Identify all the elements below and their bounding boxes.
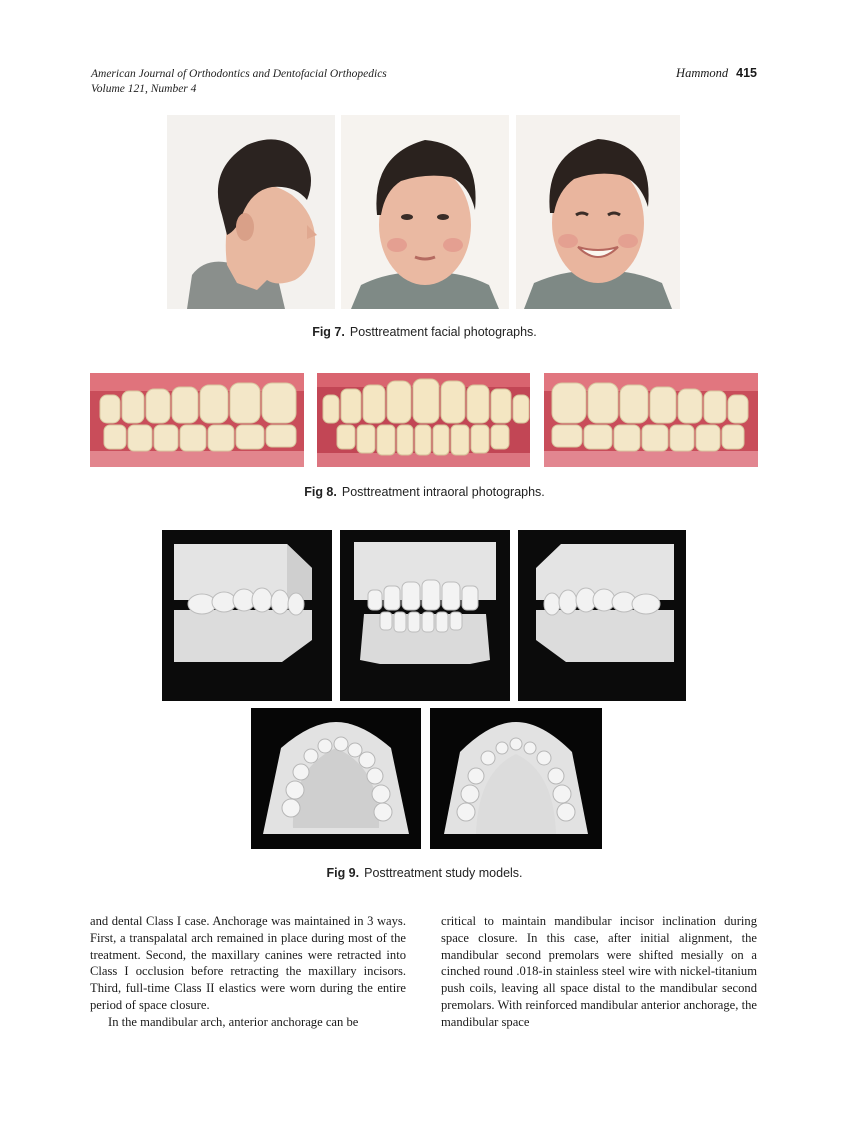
facial-photo-smile bbox=[516, 115, 680, 309]
running-header-right bbox=[676, 66, 757, 81]
facial-photo-profile bbox=[167, 115, 335, 309]
journal-volume: Volume 121, Number 4 bbox=[91, 83, 197, 95]
study-model-left bbox=[518, 530, 686, 701]
study-model-maxillary-occlusal bbox=[251, 708, 421, 849]
fig9-caption bbox=[0, 866, 849, 880]
running-header-left bbox=[91, 67, 387, 97]
study-model-mandibular-occlusal bbox=[430, 708, 602, 849]
body-column-right bbox=[441, 913, 757, 1031]
fig8-text: Posttreatment intraoral photographs. bbox=[341, 485, 545, 499]
study-model-frontal bbox=[340, 530, 510, 701]
intraoral-photo-frontal bbox=[317, 373, 530, 467]
study-model-right bbox=[162, 530, 332, 701]
fig9-label: Fig 9. bbox=[326, 866, 360, 880]
intraoral-photo-left bbox=[544, 373, 758, 467]
journal-title: American Journal of Orthodontics and Dentofacial Orthopedics bbox=[91, 68, 387, 80]
fig8-label: Fig 8. bbox=[304, 485, 337, 499]
body-column-left bbox=[90, 913, 406, 1031]
fig8-caption bbox=[0, 485, 849, 499]
fig7-caption bbox=[0, 325, 849, 339]
fig7-text: Posttreatment facial photographs. bbox=[349, 325, 537, 339]
body-paragraph: critical to maintain mandibular incisor inclination during space closure. In this case, after initial alignment, the mandibular second premolars were shifted mesially on a cinched round .018-in stainless steel wire with nickel-titanium push coils, leaving all space distal to the mandibular second premolars. With reinforced mandibular anterior anchorage, the mandibular space bbox=[441, 914, 757, 1029]
fig7-label: Fig 7. bbox=[312, 325, 345, 339]
facial-photo-frontal bbox=[341, 115, 509, 309]
body-paragraph: and dental Class I case. Anchorage was maintained in 3 ways. First, a transpalatal arch remained in place during most of the treatment. Second, the maxillary canines were retracted into Class I occlusion before retracting the maxillary incisors. Third, full-time Class II elastics were worn during the entire period of space closure. bbox=[90, 914, 406, 1012]
fig9-text: Posttreatment study models. bbox=[364, 866, 523, 880]
author-name: Hammond bbox=[676, 66, 729, 80]
page-number: 415 bbox=[736, 66, 757, 80]
body-paragraph: In the mandibular arch, anterior anchorage can be bbox=[108, 1014, 359, 1029]
intraoral-photo-right bbox=[90, 373, 304, 467]
